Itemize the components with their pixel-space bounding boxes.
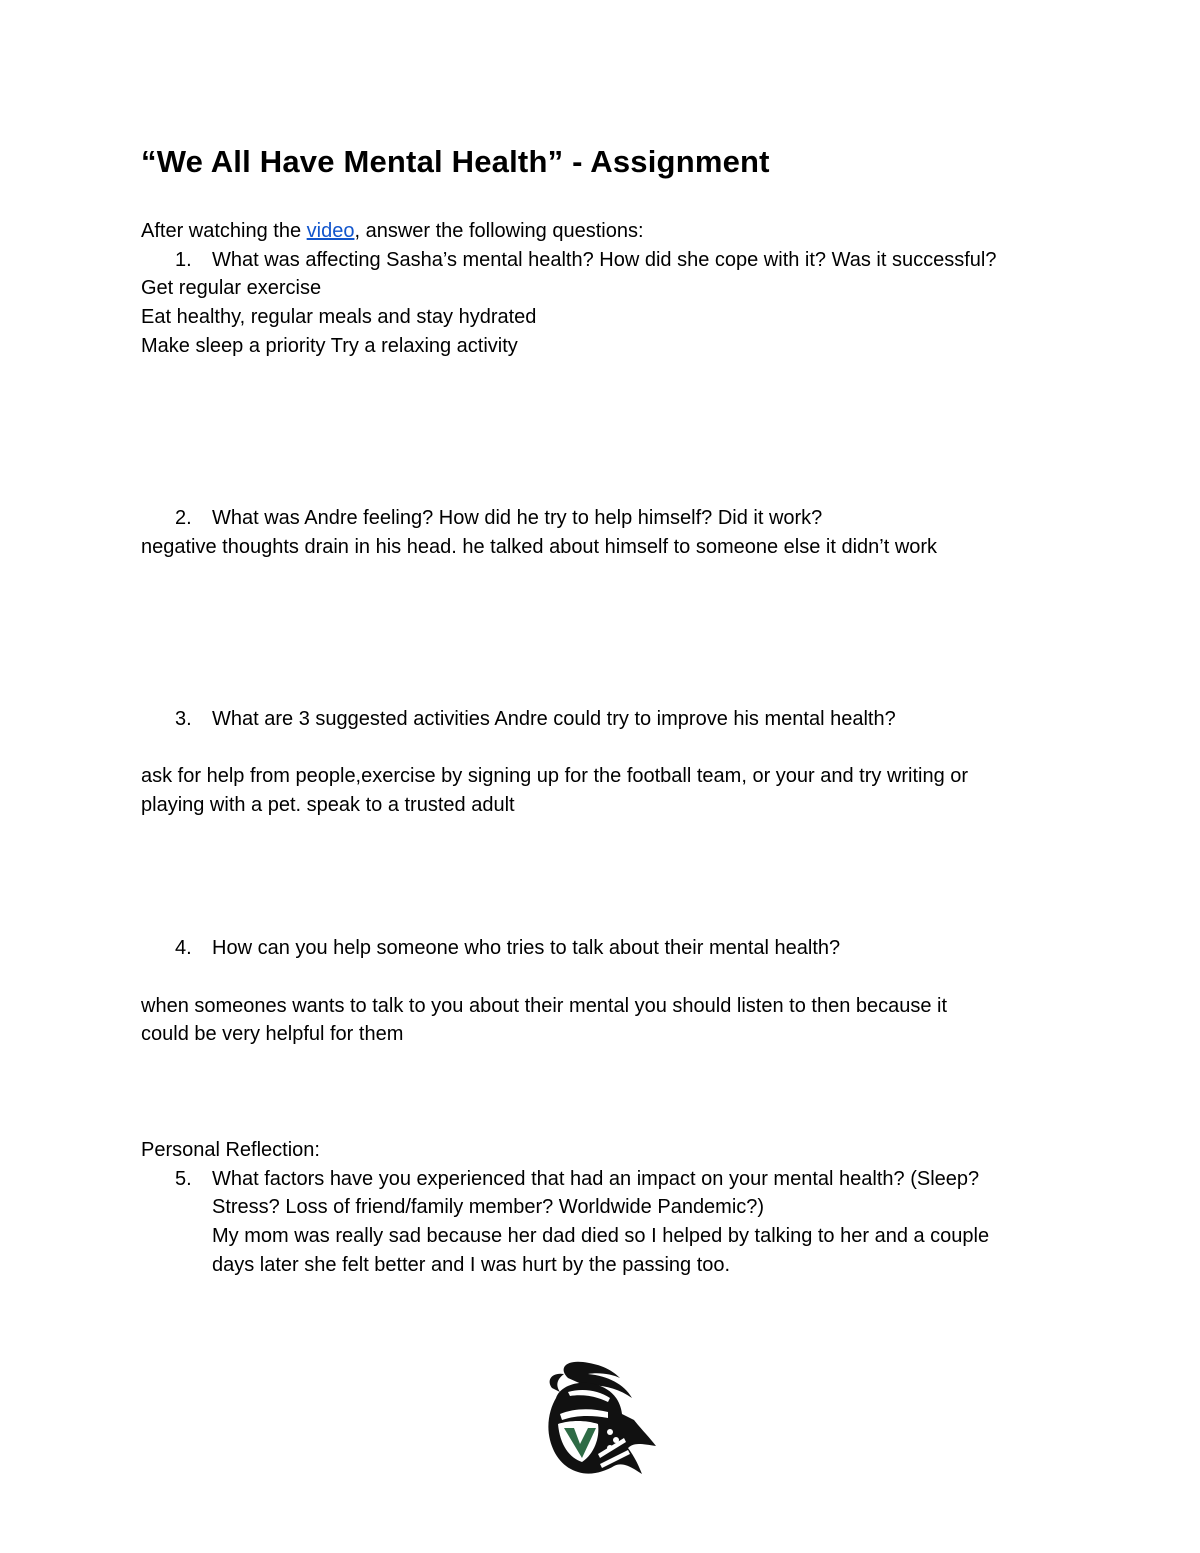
- video-link[interactable]: video: [306, 220, 355, 242]
- question-number: 4.: [175, 937, 192, 959]
- answer-line: ask for help from people,exercise by signing up for the football team, or your and try writing or: [141, 765, 969, 787]
- knight-helmet-icon: [538, 1358, 658, 1480]
- question-number: 2.: [175, 507, 192, 529]
- answer-line: My mom was really sad because her dad died so I helped by talking to her and a couple: [212, 1225, 990, 1247]
- answer-line: Get regular exercise: [141, 277, 322, 299]
- question-number: 5.: [175, 1168, 192, 1190]
- question-text: What factors have you experienced that had an impact on your mental health? (Sleep?: [212, 1168, 980, 1190]
- question-text: How can you help someone who tries to talk about their mental health?: [212, 937, 841, 959]
- question-text: What was affecting Sasha’s mental health? How did she cope with it? Was it successful?: [212, 249, 997, 271]
- answer-line: playing with a pet. speak to a trusted adult: [141, 794, 515, 816]
- question-text: Stress? Loss of friend/family member? Worldwide Pandemic?): [212, 1196, 765, 1218]
- answer-line: Eat healthy, regular meals and stay hydrated: [141, 306, 537, 328]
- question-number: 1.: [175, 249, 192, 271]
- answer-line: could be very helpful for them: [141, 1023, 404, 1045]
- answer-line: Make sleep a priority Try a relaxing activity: [141, 335, 518, 357]
- question-text: What are 3 suggested activities Andre could try to improve his mental health?: [212, 708, 896, 730]
- answer-line: days later she felt better and I was hurt by the passing too.: [212, 1254, 731, 1276]
- question-number: 3.: [175, 708, 192, 730]
- intro-text: After watching the video, answer the following questions:: [141, 220, 644, 242]
- question-text: What was Andre feeling? How did he try to help himself? Did it work?: [212, 507, 823, 529]
- reflection-heading: Personal Reflection:: [141, 1139, 320, 1161]
- page-title: “We All Have Mental Health” - Assignment: [141, 144, 770, 179]
- answer-line: negative thoughts drain in his head. he talked about himself to someone else it didn’t work: [141, 536, 938, 558]
- answer-line: when someones wants to talk to you about their mental you should listen to then because it: [141, 995, 948, 1017]
